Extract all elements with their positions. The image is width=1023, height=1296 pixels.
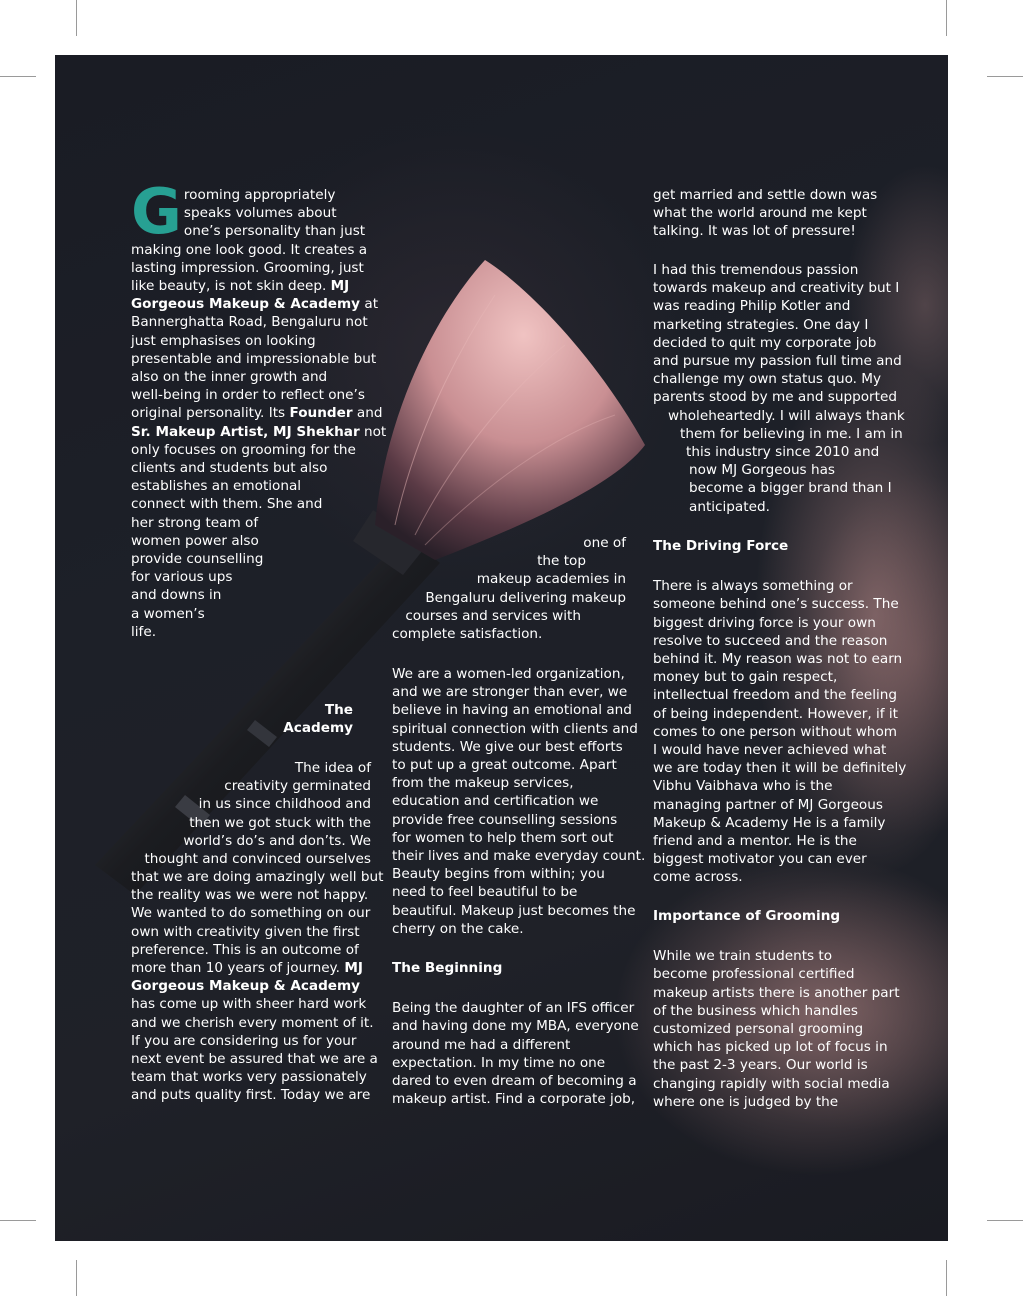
academy-heading: The Academy [283,702,353,737]
drop-cap: G [131,175,182,248]
women-led-paragraph: We are a women-led organization, and we are stronger than ever, we believe in having an emotional and spiritual connection with clients and students. We give our best efforts to put up a great outcome. Apart from the makeup services, education and certification we provide free counselling sessions for women to help them sort out their lives and make everyday count. Beauty begins from within; you need to feel beautiful to be beautiful. Makeup just becomes the cherry on the cake. [392,666,646,937]
academy-paragraph: The idea of creativity germinated in us since childhood and then we got stuck with the world’s do’s and don’ts. We thought and convinced ourselves [144,760,371,868]
crop-mark [946,1260,947,1296]
grooming-section: Importance of Grooming While we train students to become professional certified makeup artists there is another part of the business which handles customized personal grooming which has picked up lot of focus in the past 2-3 years. Our world is changing rapidly with social media where one is judged by the [653,907,903,1111]
crop-mark [76,1260,77,1296]
driving-force-section: The Driving Force There is always something or someone behind one’s success. The biggest driving force is your own resolve to succeed and the reason behind it. My reason was not to earn money but to gain respect, intellectual freedom and the feeling of being independent. However, if it comes to one person without whom I would have never achieved what we are today then it will be definitely Vibhu Vaibhava who is the managing partner of MJ Gorgeous Makeup & Academy He is a family friend and a mentor. He is the biggest motivator you can ever come across. [653,538,907,886]
passion-paragraph: I had this tremendous passion towards makeup and creativity but I was reading Philip Kotler and marketing strategies. One day I decided to quit my corporate job and pursue my passion full time and challenge my own status quo. My parents stood by me and supported wholeheartedly. I will always thank them for believing in me. I am in this industry since 2010 and now MJ Gorgeous has become a bigger brand than I anticipated. [653,262,905,515]
crop-mark [987,76,1023,77]
grooming-heading: Importance of Grooming [653,908,841,924]
column-3-continuation: get married and settle down was what the world around me kept talking. It was lot of pressure! [653,187,878,240]
column-2-continuation-end: complete satisfaction. [392,626,543,642]
column-2-continuation: one of the top makeup academies in Bengaluru delivering makeup courses and services with [405,535,626,624]
crop-mark [0,1220,36,1221]
column-1 [131,175,387,641]
intro-paragraph: rooming appropriately speaks volumes about one’s personality than just making one look good. It creates a lasting impression. Grooming, just like beauty, is not skin deep. MJ Gorgeous Makeup & Academy at Bannerghatta Road, Bengaluru not just emphasises on looking presentable and impressionable but also on the inner growth and well-being in order to reflect one’s original personality. Its Founder and Sr. Makeup Artist, MJ Shekhar not only focuses on grooming for the clients and students but also establishes an emotional connect with them. She and her strong team of women power also provide counselling for various ups and downs in a women’s life. [131,187,387,640]
magazine-page [55,55,948,1241]
crop-mark [0,76,36,77]
beginning-heading: The Beginning [392,960,503,976]
crop-mark [987,1220,1023,1221]
beginning-section: The Beginning Being the daughter of an IFS officer and having done my MBA, everyone around me had a different expectation. In my time no one dared to even dream of becoming a makeup artist. Find a corporate job, [392,959,642,1108]
crop-mark [946,0,947,36]
academy-paragraph-cont: that we are doing amazingly well but the reality was we were not happy. We wanted to do something on our own with creativity given the first preference. This is an outcome of more than 10 years of journey. MJ Gorgeous Makeup & Academy has come up with sheer hard work and we cherish every moment of it. If you are considering us for your next event be assured that we are a team that works very passionately and puts quality first. Today we are [131,869,384,1104]
driving-force-heading: The Driving Force [653,538,789,554]
crop-mark [76,0,77,36]
